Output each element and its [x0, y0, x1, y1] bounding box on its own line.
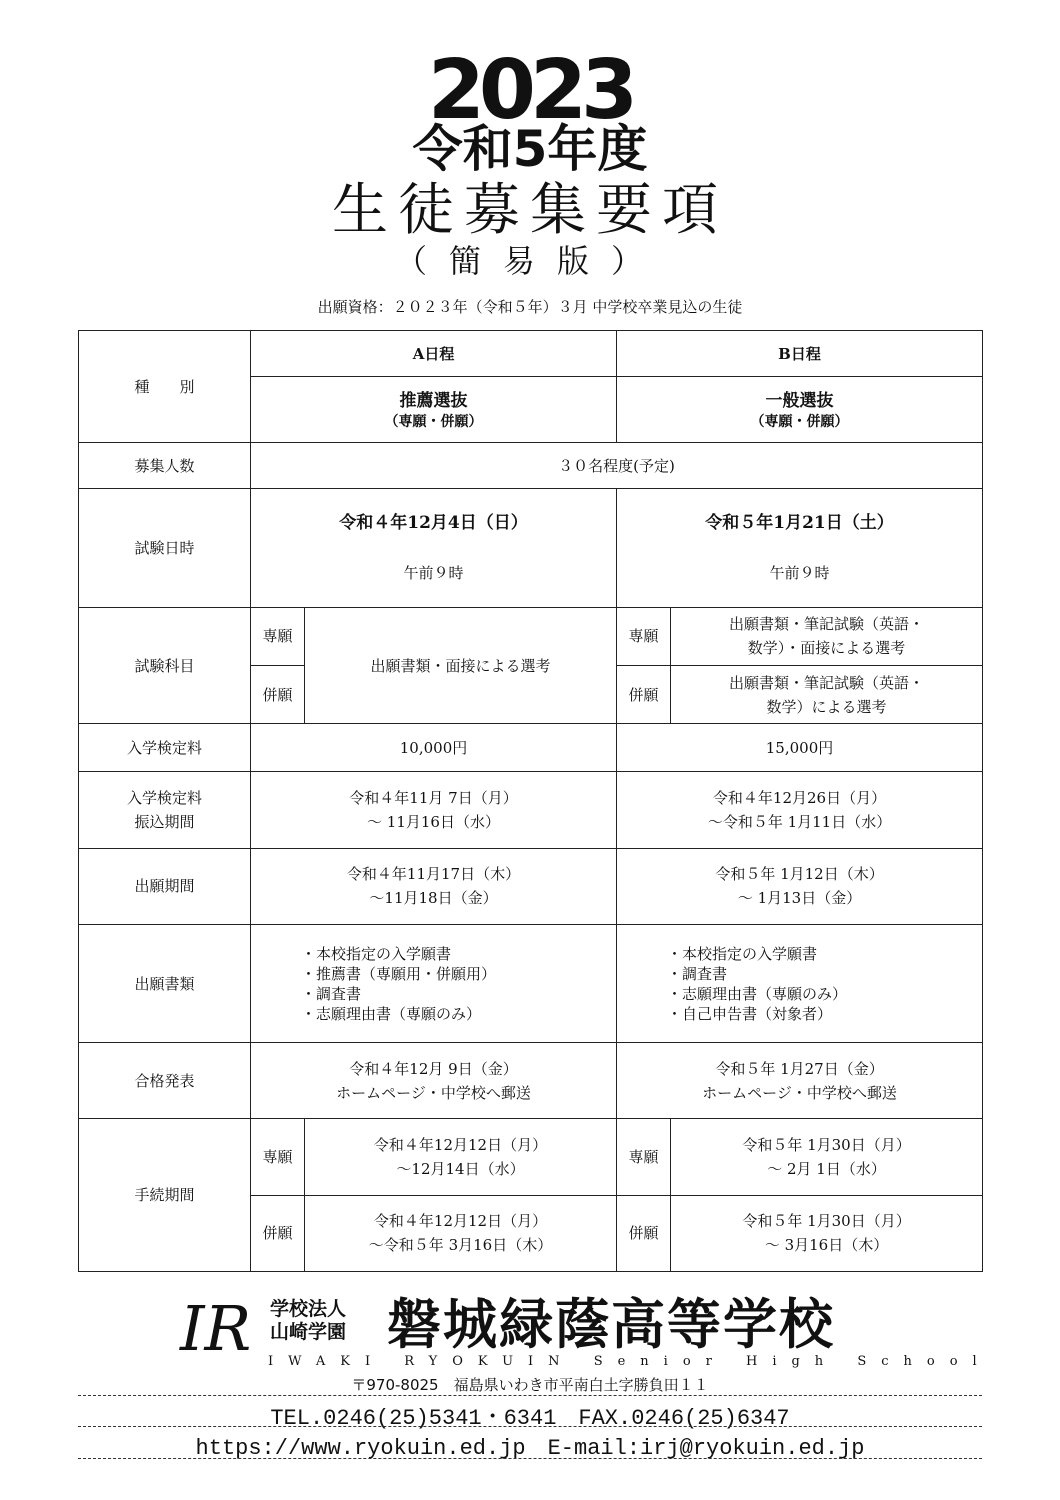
- address: 〒970-8025 福島県いわき市平南白土字勝負田１１: [351, 1376, 709, 1394]
- b-proc-heigan-label: 併願: [617, 1195, 671, 1271]
- b-sengan-subjects: [671, 607, 983, 665]
- b-exam-date: 令和５年1月21日（土）: [705, 513, 894, 534]
- b-apply: [617, 848, 983, 924]
- a-doc-item: ・推薦書（専願用・併願用）: [301, 964, 497, 983]
- a-proc-heigan-label: 併願: [251, 1195, 305, 1271]
- b-docs: [617, 924, 983, 1042]
- a-result-line-1: 令和４年12月 9日（金）: [349, 1059, 518, 1078]
- b-sengan-label: 専願: [617, 607, 671, 665]
- transfer-label-line-1: 入学検定料: [126, 788, 202, 807]
- a-doc-item: ・調査書: [301, 984, 362, 1003]
- b-doc-item: ・調査書: [667, 964, 728, 983]
- a-doc-item: ・本校指定の入学願書: [301, 944, 452, 963]
- b-doc-item: ・自己申告書（対象者）: [667, 1004, 833, 1023]
- a-proc-sengan-label: 専願: [251, 1119, 305, 1195]
- result-label: 合格発表: [79, 1043, 251, 1119]
- b-proc-heigan: [671, 1195, 983, 1271]
- transfer-label-line-2: 振込期間: [134, 812, 195, 831]
- a-proc-sengan-line-2: ～12月14日（水）: [396, 1160, 525, 1179]
- b-proc-heigan-line-2: ～ 3月16日（木）: [764, 1236, 889, 1255]
- b-heigan-subjects-line-1: 出願書類・筆記試験（英語・: [729, 673, 925, 692]
- a-subjects: 出願書類・面接による選考: [305, 607, 617, 723]
- a-apply-line-1: 令和４年11月17日（木）: [346, 865, 521, 884]
- b-result: [617, 1043, 983, 1119]
- divider: [78, 1458, 982, 1459]
- b-apply-line-2: ～ 1月13日（金）: [737, 889, 862, 908]
- recruit-label: 募集人数: [79, 443, 251, 489]
- exam-date-label: 試験日時: [79, 489, 251, 607]
- fiscal-year-heading: 令和5年度: [412, 120, 648, 178]
- b-proc-sengan-line-2: ～ 2月 1日（水）: [767, 1160, 886, 1179]
- tel-fax: TEL.0246(25)5341・6341 FAX.0246(25)6347: [270, 1406, 790, 1431]
- a-proc-sengan-line-1: 令和４年12月12日（月）: [373, 1136, 548, 1155]
- b-fee: 15,000円: [617, 724, 983, 772]
- transfer-label: [79, 772, 251, 848]
- a-transfer-line-2: ～ 11月16日（水）: [367, 812, 500, 831]
- a-transfer: [251, 772, 617, 848]
- a-fee: 10,000円: [251, 724, 617, 772]
- year-heading: 2023: [427, 43, 633, 138]
- procedure-label: 手続期間: [79, 1119, 251, 1272]
- subjects-label: 試験科目: [79, 607, 251, 723]
- b-type-sub: （専願・併願）: [750, 413, 849, 430]
- b-proc-heigan-line-1: 令和５年 1月30日（月）: [742, 1212, 911, 1231]
- a-docs: [251, 924, 617, 1042]
- admission-table: [78, 330, 983, 1272]
- b-type-cell: [617, 377, 983, 443]
- b-result-line-1: 令和５年 1月27日（金）: [715, 1059, 884, 1078]
- b-proc-sengan-label: 専願: [617, 1119, 671, 1195]
- a-proc-heigan: [305, 1195, 617, 1271]
- a-proc-heigan-line-2: ～令和５年 3月16日（木）: [368, 1236, 553, 1255]
- school-name: 磐城緑蔭高等学校: [387, 1292, 835, 1356]
- apply-label: 出願期間: [79, 848, 251, 924]
- website-email: https://www.ryokuin.ed.jp E-mail:irj@ryokuin.ed.jp: [195, 1436, 865, 1461]
- docs-label: 出願書類: [79, 924, 251, 1042]
- divider: [78, 1426, 982, 1427]
- a-doc-item: ・志願理由書（専願のみ）: [301, 1004, 482, 1023]
- b-exam-cell: [617, 489, 983, 607]
- category-label: 種 別: [79, 331, 251, 443]
- b-proc-sengan: [671, 1119, 983, 1195]
- b-transfer: [617, 772, 983, 848]
- b-result-line-2: ホームページ・中学校へ郵送: [702, 1083, 897, 1102]
- b-apply-line-1: 令和５年 1月12日（木）: [715, 865, 884, 884]
- school-name-en: IWAKI RYOKUIN Senior High School: [268, 1354, 992, 1369]
- a-apply: [251, 848, 617, 924]
- a-exam-cell: [251, 489, 617, 607]
- b-schedule-header: B日程: [617, 331, 983, 377]
- b-proc-sengan-line-1: 令和５年 1月30日（月）: [742, 1136, 911, 1155]
- a-proc-sengan: [305, 1119, 617, 1195]
- a-sengan-label: 専願: [251, 607, 305, 665]
- page-subtitle: （簡易版）: [394, 242, 665, 280]
- corporation-name: [270, 1298, 346, 1344]
- school-logo-mark: IR: [180, 1292, 252, 1365]
- a-type: 推薦選抜: [399, 390, 468, 411]
- b-sengan-subjects-line-2: 数学）・面接による選考: [747, 639, 906, 658]
- b-doc-item: ・本校指定の入学願書: [667, 944, 818, 963]
- fee-label: 入学検定料: [79, 724, 251, 772]
- a-exam-date: 令和４年12月4日（日）: [339, 513, 528, 534]
- b-heigan-subjects-line-2: 数学）による選考: [766, 697, 887, 716]
- a-apply-line-2: ～11月18日（金）: [369, 889, 498, 908]
- corporation-line-1: 学校法人: [270, 1298, 347, 1320]
- b-type: 一般選抜: [765, 390, 834, 411]
- a-schedule-header: A日程: [251, 331, 617, 377]
- eligibility-text: 出願資格：２０２３年（令和５年）３月 中学校卒業見込の生徒: [317, 298, 743, 316]
- b-transfer-line-2: ～令和５年 1月11日（水）: [707, 812, 892, 831]
- page-title: 生徒募集要項: [332, 178, 728, 243]
- a-result: [251, 1043, 617, 1119]
- b-doc-item: ・志願理由書（専願のみ）: [667, 984, 848, 1003]
- recruit-value: ３０名程度(予定): [251, 443, 983, 489]
- b-heigan-subjects: [671, 666, 983, 724]
- corporation-line-2: 山崎学園: [270, 1321, 347, 1343]
- a-heigan-label: 併願: [251, 666, 305, 724]
- b-sengan-subjects-line-1: 出願書類・筆記試験（英語・: [729, 615, 925, 634]
- b-heigan-label: 併願: [617, 666, 671, 724]
- b-transfer-line-1: 令和４年12月26日（月）: [712, 788, 887, 807]
- a-exam-time: 午前９時: [403, 564, 464, 583]
- a-type-cell: [251, 377, 617, 443]
- a-type-sub: （専願・併願）: [384, 413, 483, 430]
- b-exam-time: 午前９時: [769, 564, 830, 583]
- a-transfer-line-1: 令和４年11月 7日（月）: [349, 788, 518, 807]
- divider: [78, 1395, 982, 1396]
- a-proc-heigan-line-1: 令和４年12月12日（月）: [373, 1212, 548, 1231]
- a-result-line-2: ホームページ・中学校へ郵送: [336, 1083, 531, 1102]
